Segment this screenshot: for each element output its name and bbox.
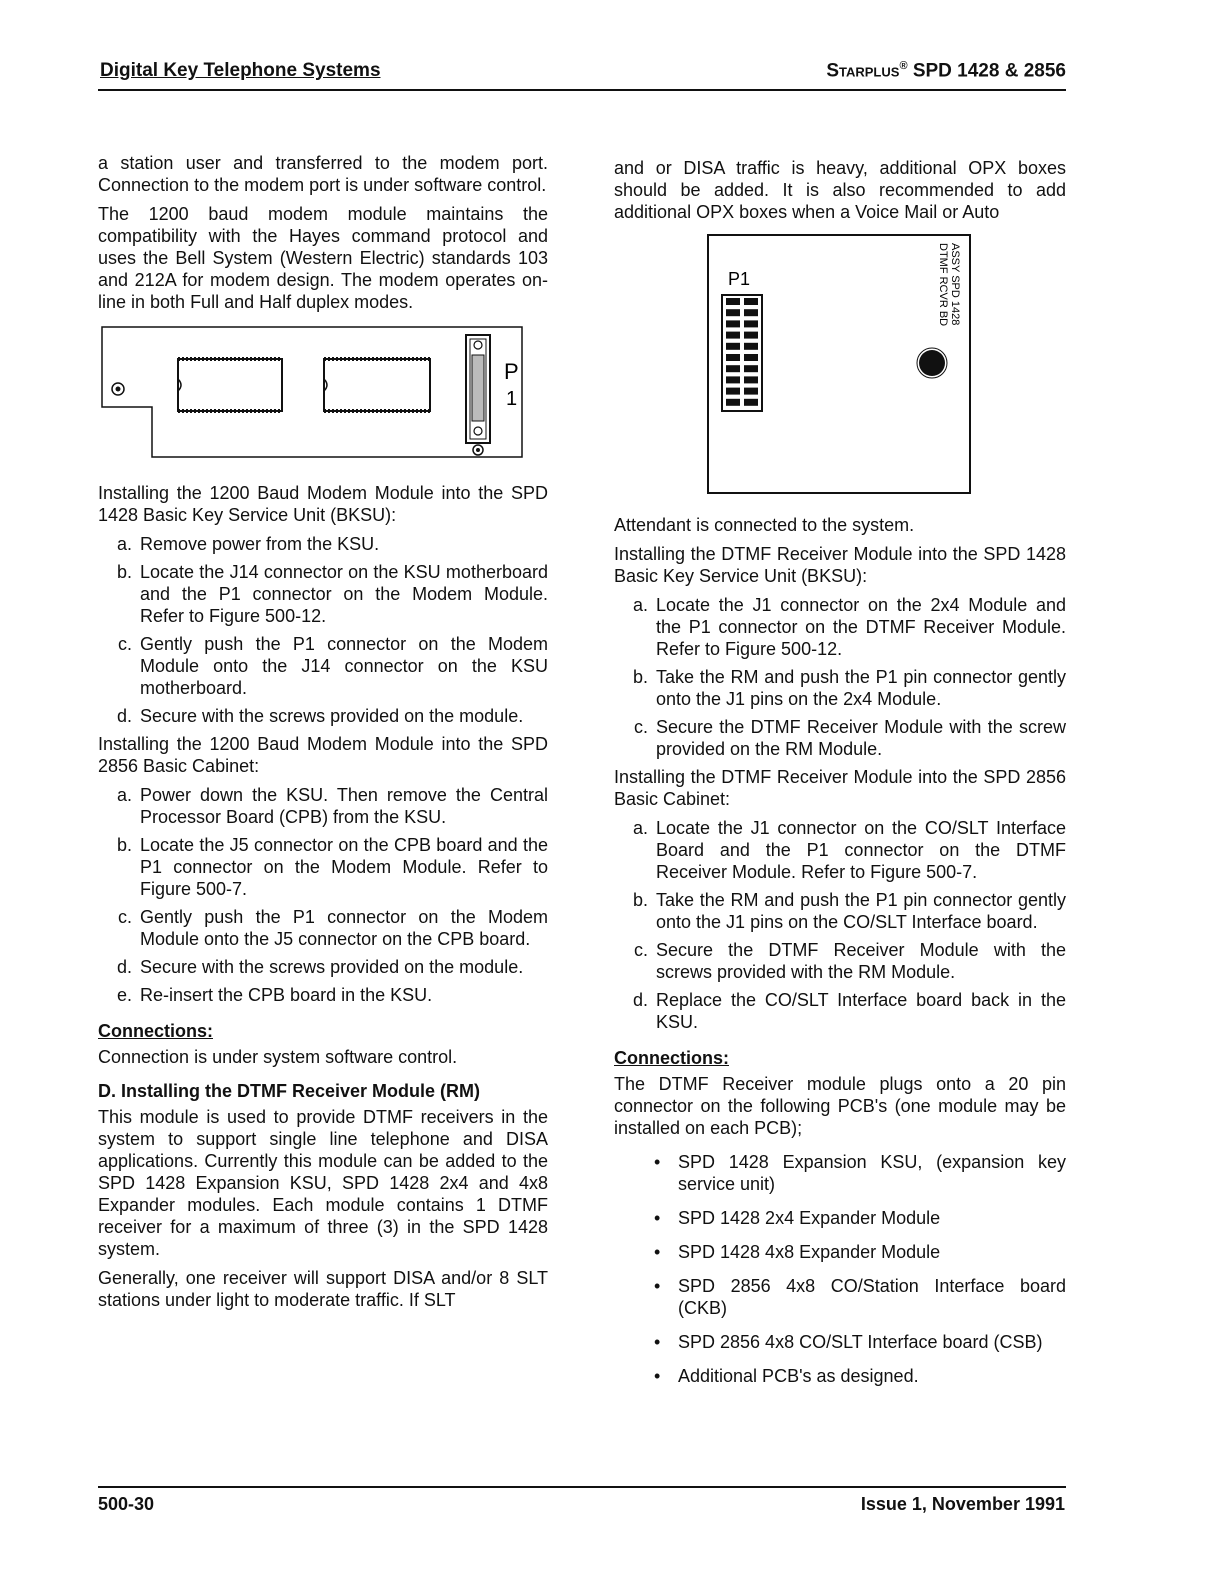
list-item [614, 594, 1066, 660]
figure-modem-module [98, 323, 548, 468]
steps-list-bksu [98, 533, 548, 727]
connector-label-p: P [504, 359, 519, 384]
bullet-icon: • [654, 1152, 661, 1172]
mount-hole-bottom [473, 445, 483, 455]
list-text: Secure with the screws provided on the module. [140, 957, 524, 977]
p1-label: P1 [728, 269, 751, 289]
list-item [98, 705, 548, 727]
page-number: 500-30 [98, 1494, 155, 1514]
list-item [98, 834, 548, 900]
list-text: Secure with the screws provided on the module. [140, 706, 524, 726]
pin [726, 320, 740, 327]
pin [744, 343, 758, 350]
pin [744, 320, 758, 327]
header-brand: Starplus [826, 60, 900, 82]
list-text: SPD 1428 4x8 Expander Module [678, 1242, 941, 1262]
list-text: Remove power from the KSU. [140, 534, 380, 554]
section-heading: D. Installing the DTMF Receiver Module (RM) [98, 1081, 481, 1101]
bullet-icon: • [654, 1366, 661, 1386]
list-item [98, 784, 548, 828]
registered-mark: ® [899, 60, 908, 72]
pin [744, 309, 758, 316]
list-item [654, 1241, 1066, 1263]
bullet-icon: • [654, 1208, 661, 1228]
paragraph: a station user and transferred to the modem port. Connection to the modem port is under software control. [98, 153, 548, 195]
pin [726, 388, 740, 395]
list-text: Locate the J1 connector on the 2x4 Module and the P1 connector on the DTMF Receiver Module. Refer to Figure 500-12. [656, 595, 1066, 659]
list-label: b. [116, 835, 132, 855]
list-text: Locate the J5 connector on the CPB board and the P1 connector on the Modem Module. Refer to Figure 500-7. [140, 835, 548, 899]
list-label: b. [632, 890, 648, 910]
pcb-bullet-list [614, 1151, 1066, 1387]
list-text: SPD 1428 Expansion KSU, (expansion key service unit) [678, 1152, 1066, 1194]
header-product [826, 60, 1066, 82]
list-label: e. [116, 985, 132, 1005]
bullet-icon: • [654, 1276, 661, 1296]
list-item [98, 984, 548, 1006]
list-label: b. [632, 667, 648, 687]
list-item [654, 1275, 1066, 1319]
pin [726, 309, 740, 316]
pin [744, 388, 758, 395]
list-text: Gently push the P1 connector on the Modem Module onto the J14 connector on the KSU motherboard. [140, 634, 548, 698]
list-label: d. [116, 706, 132, 726]
pin [744, 376, 758, 383]
header-model: SPD 1428 & 2856 [907, 60, 1066, 82]
right-column [614, 157, 1066, 1399]
paragraph: Attendant is connected to the system. [614, 515, 915, 535]
footer-rule [98, 1486, 1066, 1488]
list-text: Locate the J1 connector on the CO/SLT Interface Board and the P1 connector on the DTMF Receiver Module. Refer to Figure 500-7. [656, 818, 1066, 882]
figure-dtmf-board [706, 233, 1066, 500]
steps-list-cabinet [98, 784, 548, 1006]
list-item [98, 633, 548, 699]
connections-heading: Connections: [98, 1021, 213, 1041]
pin [726, 298, 740, 305]
mount-hole [917, 348, 947, 378]
list-text: Locate the J14 connector on the KSU motherboard and the P1 connector on the Modem Module. Refer to Figure 500-12. [140, 562, 548, 626]
paragraph: Installing the 1200 Baud Modem Module into the SPD 2856 Basic Cabinet: [98, 734, 548, 776]
pin [726, 343, 740, 350]
list-label: d. [116, 957, 132, 977]
steps-list-cabinet [614, 817, 1066, 1033]
steps-list-bksu [614, 594, 1066, 760]
list-item [654, 1331, 1066, 1353]
list-item [654, 1365, 1066, 1387]
paragraph: Installing the 1200 Baud Modem Module into the SPD 1428 Basic Key Service Unit (BKSU): [98, 483, 548, 525]
list-text: SPD 1428 2x4 Expander Module [678, 1208, 941, 1228]
list-text: SPD 2856 4x8 CO/Station Interface board (CKB) [678, 1276, 1066, 1318]
list-text: Replace the CO/SLT Interface board back in the KSU. [656, 990, 1066, 1032]
list-item [614, 939, 1066, 983]
p1-connector [466, 335, 490, 443]
list-label: c. [117, 634, 132, 654]
list-text: Take the RM and push the P1 pin connector gently onto the J1 pins on the CO/SLT Interface board. [656, 890, 1066, 932]
connections-heading: Connections: [614, 1048, 729, 1068]
ic-chip-2 [324, 359, 430, 411]
list-item [654, 1151, 1066, 1195]
list-text: Re-insert the CPB board in the KSU. [140, 985, 433, 1005]
header-title: Digital Key Telephone Systems [100, 60, 381, 81]
paragraph: Installing the DTMF Receiver Module into the SPD 2856 Basic Cabinet: [614, 767, 1066, 809]
list-label: c. [633, 940, 648, 960]
board-label-line2: DTMF RCVR BD [937, 243, 949, 327]
mount-hole-left [112, 383, 124, 395]
pin [726, 354, 740, 361]
list-item [654, 1207, 1066, 1229]
pin [726, 376, 740, 383]
board-label-line1: ASSY SPD 1428 [949, 243, 961, 326]
paragraph: The DTMF Receiver module plugs onto a 20 pin connector on the following PCB's (one module may be installed on each PCB); [614, 1074, 1066, 1138]
issue-date: Issue 1, November 1991 [860, 1494, 1065, 1514]
pin [726, 399, 740, 406]
dtmf-receiver-diagram [706, 233, 972, 495]
ic-chip-1 [178, 359, 282, 411]
list-text: Power down the KSU. Then remove the Central Processor Board (CPB) from the KSU. [140, 785, 548, 827]
pin [744, 354, 758, 361]
list-label: a. [116, 785, 132, 805]
list-label: d. [632, 990, 648, 1010]
list-item [614, 817, 1066, 883]
list-item [614, 716, 1066, 760]
list-text: Gently push the P1 connector on the Modem Module onto the J5 connector on the CPB board. [140, 907, 548, 949]
pin [726, 332, 740, 339]
paragraph: Generally, one receiver will support DISA and/or 8 SLT stations under light to moderate traffic. If SLT [98, 1268, 548, 1310]
modem-module-diagram [98, 323, 538, 463]
list-item [98, 956, 548, 978]
list-label: a. [632, 595, 648, 615]
paragraph: Installing the DTMF Receiver Module into the SPD 1428 Basic Key Service Unit (BKSU): [614, 544, 1066, 586]
list-item [98, 561, 548, 627]
list-item [98, 906, 548, 950]
list-label: c. [117, 907, 132, 927]
list-item [614, 666, 1066, 710]
list-label: a. [632, 818, 648, 838]
left-column [98, 152, 548, 1318]
list-text: Additional PCB's as designed. [678, 1366, 919, 1386]
list-text: SPD 2856 4x8 CO/SLT Interface board (CSB) [678, 1332, 1043, 1352]
bullet-icon: • [654, 1332, 661, 1352]
list-text: Take the RM and push the P1 pin connector gently onto the J1 pins on the 2x4 Module. [656, 667, 1066, 709]
bullet-icon: • [654, 1242, 661, 1262]
list-item [98, 533, 548, 555]
header-rule [98, 89, 1066, 91]
pin [744, 365, 758, 372]
paragraph: and or DISA traffic is heavy, additional OPX boxes should be added. It is also recommended to add additional OPX boxes when a Voice Mail or Auto [614, 158, 1066, 222]
list-label: b. [116, 562, 132, 582]
paragraph: The 1200 baud modem module maintains the compatibility with the Hayes command protocol and uses the Bell System (Western Electric) standards 103 and 212A for modem design. The modem operates on-line in both Full and Half duplex modes. [98, 204, 548, 312]
pin [744, 332, 758, 339]
connector-label-1: 1 [506, 388, 518, 410]
paragraph: This module is used to provide DTMF receivers in the system to support single line telephone and DISA applications. Currently this module can be added to the SPD 1428 Expansion KSU, SPD 1428 2x4 and 4x8 Expander modules. Each module contains 1 DTMF receiver for a maximum of three (3) in the SPD 1428 system. [98, 1107, 548, 1259]
list-label: a. [116, 534, 132, 554]
list-text: Secure the DTMF Receiver Module with the screw provided on the RM Module. [656, 717, 1066, 759]
pin [726, 365, 740, 372]
list-label: c. [633, 717, 648, 737]
pin [744, 399, 758, 406]
list-item [614, 989, 1066, 1033]
pin [744, 298, 758, 305]
pin-header-20 [722, 295, 762, 411]
paragraph: Connection is under system software control. [98, 1047, 458, 1067]
list-item [614, 889, 1066, 933]
list-text: Secure the DTMF Receiver Module with the screws provided with the RM Module. [656, 940, 1066, 982]
